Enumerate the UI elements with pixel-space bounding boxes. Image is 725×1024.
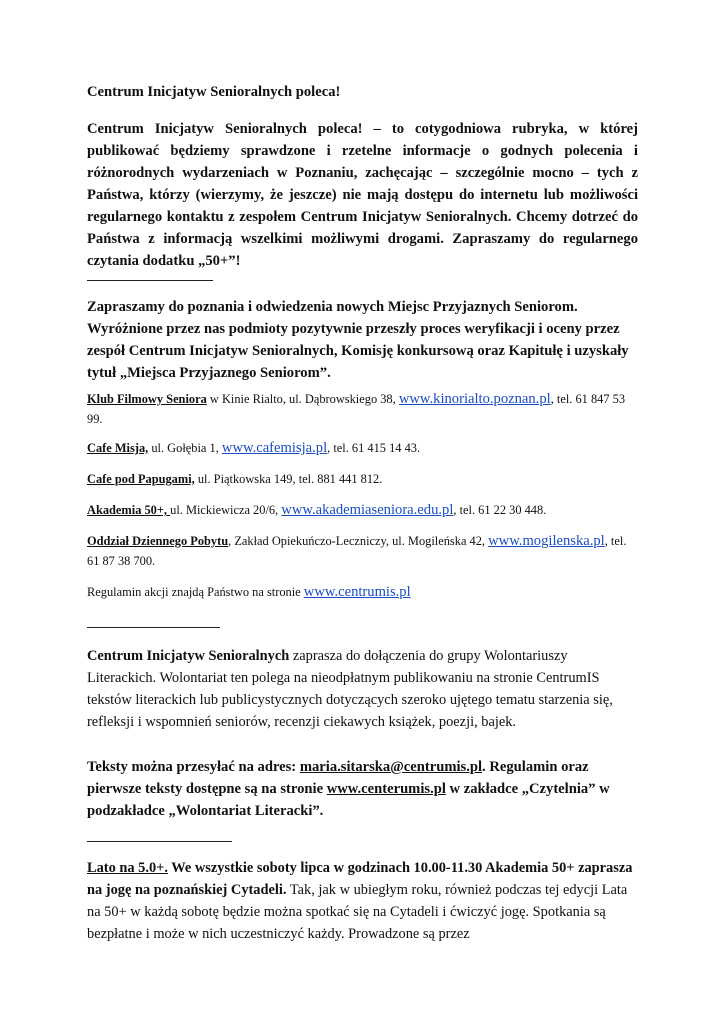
place-phone: , tel. 61 847 53 99. — [87, 392, 626, 426]
place-phone: , tel. 61 87 38 700. — [87, 534, 627, 568]
page-title: Centrum Inicjatyw Senioralnych poleca! — [87, 84, 341, 100]
texts-intro: Teksty można przesyłać na adres: — [87, 759, 300, 775]
place-link[interactable]: www.kinorialto.poznan.pl — [398, 391, 551, 407]
separator-line — [87, 280, 213, 281]
separator-line — [87, 841, 232, 842]
place-name: Oddział Dziennego Pobytu — [87, 534, 229, 548]
place-name: Klub Filmowy Seniora — [87, 392, 207, 406]
place-entry-cafe-misja — [87, 438, 638, 458]
place-entry-oddzial-dziennego-pobytu — [87, 531, 638, 571]
email-link[interactable]: maria.sitarska@centrumis.pl — [299, 759, 483, 775]
texts-end: w zakładce „Czytelnia” w podzakładce „Wolontariat Literacki”. — [87, 781, 610, 819]
rules-text: Regulamin akcji znajdą Państwo na stronie — [87, 585, 304, 599]
place-entry-akademia-50 — [87, 500, 638, 520]
separator-line — [87, 627, 220, 628]
rules-info — [87, 582, 638, 602]
texts-submission-paragraph — [87, 756, 638, 822]
place-link[interactable]: www.cafemisja.pl — [221, 440, 328, 456]
volunteer-paragraph — [87, 645, 638, 733]
rules-link[interactable]: www.centrumis.pl — [303, 584, 411, 600]
texts-middle: . Regulamin oraz pierwsze teksty dostępne są na stronie — [87, 759, 589, 797]
place-name: Cafe Misja, — [87, 441, 149, 455]
place-name: Cafe pod Papugami, — [87, 472, 195, 486]
site-link[interactable]: www.centerumis.pl — [326, 781, 446, 797]
places-intro-paragraph: Zapraszamy do poznania i odwiedzenia nowych Miejsc Przyjaznych Seniorom. Wyróżnione przez nas podmioty pozytywnie przeszły proces weryfikacji i oceny przez zespół Centrum Inicjatyw Senioralnych, Komisję konkursową oraz Kapitułę i uzyskały tytuł „Miejsca Przyjaznego Seniorom”. — [87, 299, 629, 381]
volunteer-text: zaprasza do dołączenia do grupy Wolontariuszy Literackich. Wolontariat ten polega na nieodpłatnym publikowaniu na stronie CentrumIS tekstów literackich lub publicystycznych dotyczących szeroko ujętego tematu starzenia się, refleksji i wspomnień seniorów, recenzji ciekawych książek, poezji, bajek. — [87, 648, 613, 730]
place-entry-klub-filmowy — [87, 389, 638, 429]
place-link[interactable]: www.mogilenska.pl — [488, 533, 605, 549]
lato-paragraph — [87, 857, 638, 945]
lato-bold-text: We wszystkie soboty lipca w godzinach 10.00-11.30 Akademia 50+ zaprasza na jogę na poznańskiej Cytadeli. — [87, 860, 633, 898]
place-phone: , tel. 61 22 30 448. — [453, 503, 547, 517]
volunteer-org: Centrum Inicjatyw Senioralnych — [87, 648, 290, 664]
place-entry-cafe-pod-papugami — [87, 469, 638, 489]
intro-paragraph: Centrum Inicjatyw Senioralnych poleca! – to cotygodniowa rubryka, w której publikować będziemy sprawdzone i rzetelne informacje o godnych polecenia i różnorodnych wydarzeniach w Poznaniu, zachęcając – szczególnie mocno – tych z Państwa, którzy (wierzymy, że jeszcze) nie mają dostępu do internetu lub możliwości regularnego kontaktu z zespołem Centrum Inicjatyw Senioralnych. Chcemy dotrzeć do Państwa z informacją wszelkimi możliwymi drogami. Zapraszamy do regularnego czytania dodatku „50+”! — [87, 121, 638, 269]
place-address: , Zakład Opiekuńczo-Leczniczy, ul. Mogileńska 42, — [228, 534, 489, 548]
lato-text: Tak, jak w ubiegłym roku, również podczas tej edycji Lata na 50+ w każdą sobotę będzie można spotkać się na Cytadeli i ćwiczyć jogę. Spotkania są bezpłatne i może w nich uczestniczyć każdy. Prowadzone są przez — [87, 882, 628, 942]
place-name: Akademia 50+, — [87, 503, 171, 517]
lato-title: Lato na 5.0+. — [87, 860, 168, 876]
place-phone: , tel. 61 415 14 43. — [327, 441, 421, 455]
place-address: ul. Mickiewicza 20/6, — [170, 503, 282, 517]
place-address: ul. Piątkowska 149, tel. 881 441 812. — [194, 472, 383, 486]
place-address: ul. Gołębia 1, — [148, 441, 222, 455]
place-address: w Kinie Rialto, ul. Dąbrowskiego 38, — [206, 392, 399, 406]
place-link[interactable]: www.akademiaseniora.edu.pl — [281, 502, 454, 518]
